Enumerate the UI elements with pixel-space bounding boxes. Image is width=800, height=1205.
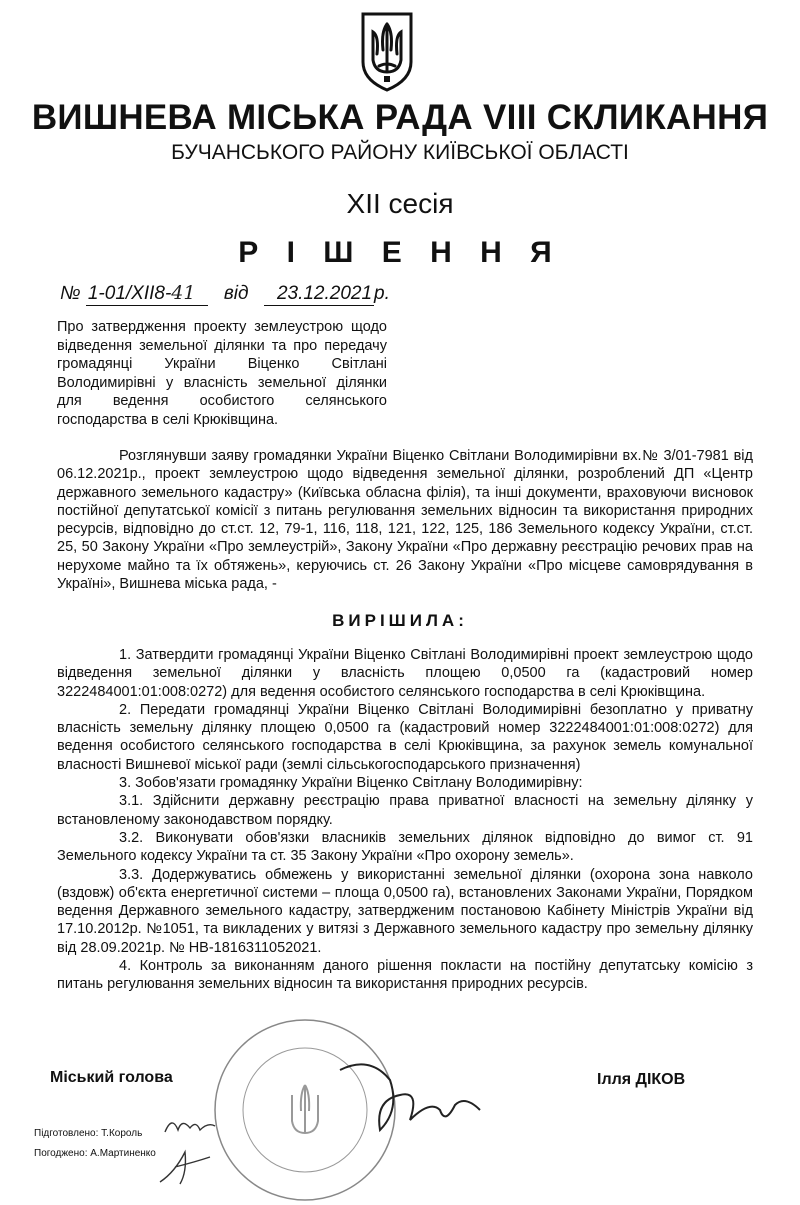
document-type: Р І Ш Е Н Н Я bbox=[238, 236, 562, 269]
item-1: 1. Затвердити громадянці України Віценко Світлані Володимирівні проект землеустрою щодо відведення земельної ділянки у власність площею 0,0500 га (кадастровий номер 3222484001:01:008:0272) для ведення особистого селянського господарства в селі Крюківщина. bbox=[57, 647, 753, 700]
decision-subject: Про затвердження проекту землеустрою щодо відведення земельної ділянки та про передачу громадянці України Віценко Світлані Володимирівні у власність земельної ділянки для ведення особистого селянського господарства в селі Крюківщина. bbox=[57, 319, 387, 428]
agreed-by: Погоджено: А.Мартиненко bbox=[34, 1148, 156, 1159]
mayor-signature-icon bbox=[330, 1050, 490, 1140]
trident-emblem-icon bbox=[357, 10, 417, 92]
district-subtitle: БУЧАНСЬКОГО РАЙОНУ КИЇВСЬКОЇ ОБЛАСТІ bbox=[171, 141, 629, 164]
prepared-by: Підготовлено: Т.Король bbox=[34, 1128, 143, 1139]
decision-number-line bbox=[60, 282, 390, 306]
item-3-3: 3.3. Додержуватись обмежень у використанні земельної ділянки (охорона зона навколо (вздовж) об'єкта енергетичної системи – площа 0,0500 га), встановлених Законами України, Порядком ведення Державного земельного кадастру, затвердженим постановою Кабінету Міністрів України від 17.10.2012р. №1051, та викладених у витязі з Державного земельного кадастру про земельну ділянку від 28.09.2021р. № НВ-1816311052021. bbox=[57, 866, 753, 956]
item-2: 2. Передати громадянці України Віценко Світлані Володимирівні безоплатно у приватну власність земельну ділянку площею 0,0500 га (кадастровий номер 3222484001:01:008:0272) для ведення особистого селянського господарства в селі Крюківщина, за рахунок земель комунальної власності Вишневої міської ради (землі сільськогосподарського призначення) bbox=[57, 701, 753, 773]
session-title: XII сесія bbox=[346, 188, 454, 219]
decision-date: 23.12.2021 bbox=[264, 283, 374, 306]
date-prefix: від bbox=[223, 283, 249, 304]
preamble: Розглянувши заяву громадянки України Віценко Світлани Володимирівни вх.№ 3/01-7981 від 06.12.2021р., проект землеустрою щодо відведення земельної ділянки, розроблений ДП «Центр державного земельного кадастру» (Київська обласна філія), та інші документи, враховуючи висновок постійної депутатської комісії з питань регулювання земельних відносин та використання природних ресурсів, відповідно до ст.ст. 12, 79-1, 116, 118, 121, 122, 125, 186 Земельного кодексу України, ст.ст. 25, 50 Закону України «Про землеустрій», Закону України «Про державну реєстрацію речових прав на нерухоме майно та їх обтяжень», керуючись ст. 26 Закону України «Про місцеве самоврядування в Україні», Вишнева міська рада, - bbox=[57, 448, 753, 593]
preparer-signature-icon bbox=[160, 1110, 220, 1140]
mayor-title: Міський голова bbox=[50, 1069, 173, 1086]
council-title: ВИШНЕВА МІСЬКА РАДА VIII СКЛИКАННЯ bbox=[31, 98, 769, 137]
date-suffix: р. bbox=[374, 283, 390, 304]
number-prefix: № bbox=[60, 283, 81, 304]
item-3: 3. Зобов'язати громадянку України Віценко Світлану Володимирівну: bbox=[119, 775, 583, 792]
item-3-2: 3.2. Виконувати обов'язки власників земельних ділянок відповідно до вимог ст. 91 Земельного кодексу України та ст. 35 Закону України «Про охорону земель». bbox=[57, 829, 753, 865]
item-4: 4. Контроль за виконанням даного рішення покласти на постійну депутатську комісію з питань регулювання земельних відносин та використання природних ресурсів. bbox=[57, 958, 753, 993]
decision-number: 1-01/XII8-41 bbox=[86, 282, 208, 306]
handwritten-number: 41 bbox=[171, 282, 196, 304]
mayor-name: Ілля ДІКОВ bbox=[597, 1071, 686, 1088]
decided-heading: ВИРІШИЛА: bbox=[332, 611, 468, 630]
decision-items bbox=[57, 646, 753, 994]
approver-signature-icon bbox=[155, 1142, 215, 1187]
item-3-1: 3.1. Здійснити державну реєстрацію права приватної власності на земельну ділянку у встановленому законодавством порядку. bbox=[57, 793, 753, 828]
